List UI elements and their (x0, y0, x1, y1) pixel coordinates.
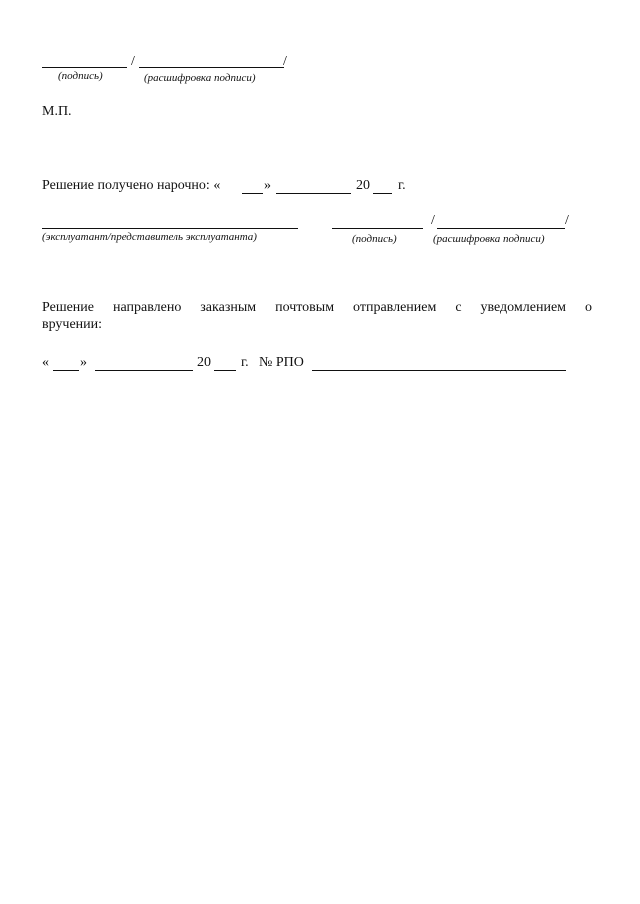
sent-quote-close: » (80, 355, 87, 370)
rpo-label: № РПО (259, 355, 304, 370)
sent-year-line (214, 370, 236, 371)
decoding-line (139, 67, 284, 68)
seal-label: М.П. (42, 104, 72, 119)
received-day-line (242, 193, 263, 194)
sent-year-suffix: г. (241, 355, 249, 370)
received-month-line (276, 193, 351, 194)
received-year-line (373, 193, 392, 194)
sent-month-line (95, 370, 193, 371)
sent-year-prefix: 20 (197, 355, 211, 370)
received-decoding-line (437, 228, 565, 229)
rpo-line (312, 370, 566, 371)
caption-received-signature: (подпись) (352, 233, 397, 245)
signature-line (42, 67, 127, 68)
decoding-slash-end: / (283, 54, 287, 69)
sent-text-line2: вручении: (42, 317, 103, 332)
operator-line (42, 228, 298, 229)
received-year-suffix: г. (398, 178, 406, 193)
received-text: Решение получено нарочно: « (42, 178, 221, 193)
caption-received-decoding: (расшифровка подписи) (433, 233, 545, 245)
sent-day-line (53, 370, 79, 371)
caption-operator: (эксплуатант/представитель эксплуатанта) (42, 231, 257, 243)
sent-quote-open: « (42, 355, 49, 370)
caption-decoding: (расшифровка подписи) (144, 72, 256, 84)
caption-signature: (подпись) (58, 70, 103, 82)
sent-text-line1: Решение направлено заказным почтовым отправлением с уведомлением о (42, 300, 592, 315)
received-signature-line (332, 228, 423, 229)
received-slash: / (431, 213, 435, 228)
signature-slash: / (131, 54, 135, 69)
received-year-prefix: 20 (356, 178, 370, 193)
received-slash-end: / (565, 213, 569, 228)
received-quote-close: » (264, 178, 271, 193)
